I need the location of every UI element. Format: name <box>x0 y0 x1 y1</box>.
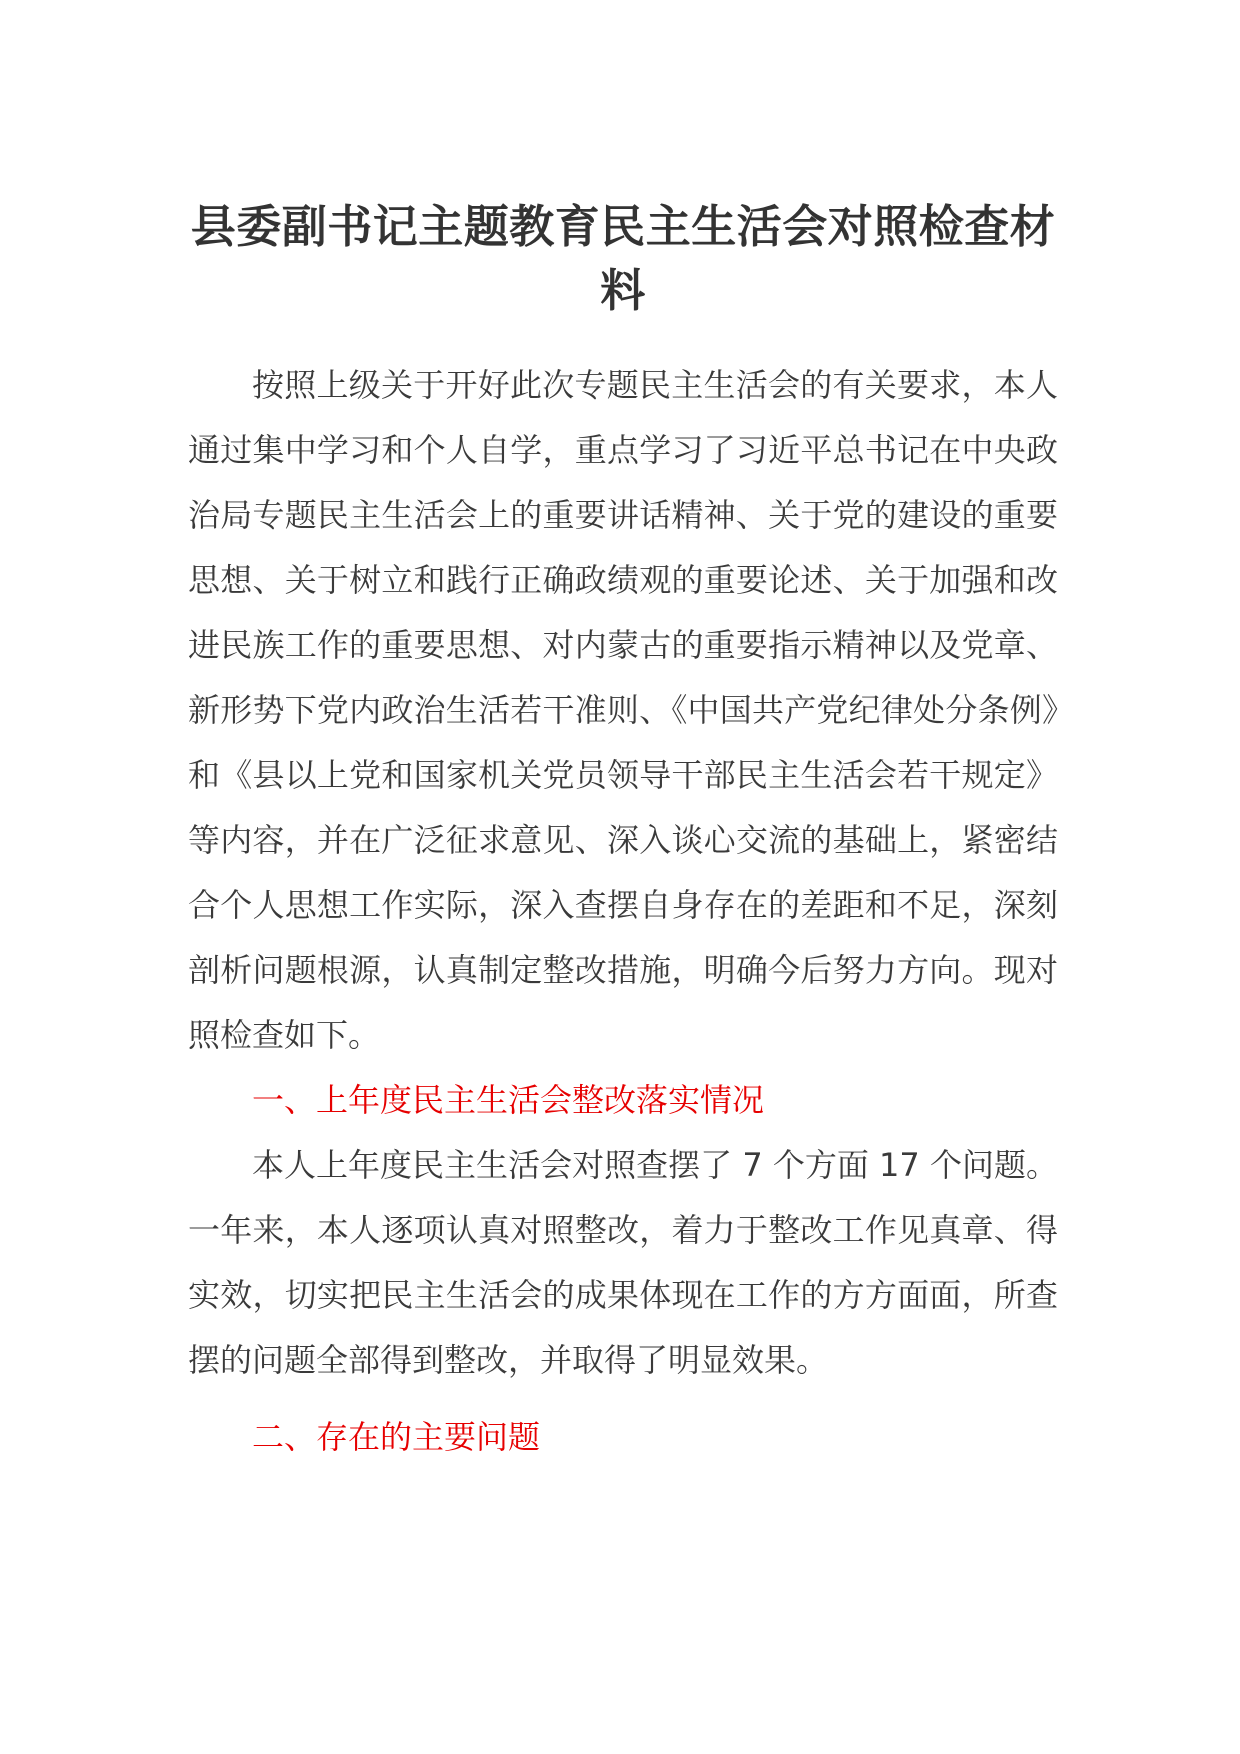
section-1-paragraph: 本人上年度民主生活会对照查摆了 7 个方面 17 个问题。一年来，本人逐项认真对照整改，着力于整改工作见真章、得实效，切实把民主生活会的成果体现在工作的方方面面，所查摆的问题全部得到整改，并取得了明显效果。 <box>188 1146 1058 1379</box>
intro-paragraph: 按照上级关于开好此次专题民主生活会的有关要求，本人通过集中学习和个人自学，重点学习了习近平总书记在中央政治局专题民主生活会上的重要讲话精神、关于党的建设的重要思想、关于树立和践行正确政绩观的重要论述、关于加强和改进民族工作的重要思想、对内蒙古的重要指示精神以及党章、新形势下党内政治生活若干准则、《中国共产党纪律处分条例》和《县以上党和国家机关党员领导干部民主生活会若干规定》等内容，并在广泛征求意见、深入谈心交流的基础上，紧密结合个人思想工作实际，深入查摆自身存在的差距和不足，深刻剖析问题根源，认真制定整改措施，明确今后努力方向。现对照检查如下。 <box>188 366 1058 1054</box>
section-heading-1: 一、上年度民主生活会整改落实情况 <box>252 1081 765 1119</box>
document-page <box>188 195 1058 1470</box>
section-heading-2: 二、存在的主要问题 <box>252 1418 541 1456</box>
document-title: 县委副书记主题教育民主生活会对照检查材料 <box>190 200 1056 317</box>
